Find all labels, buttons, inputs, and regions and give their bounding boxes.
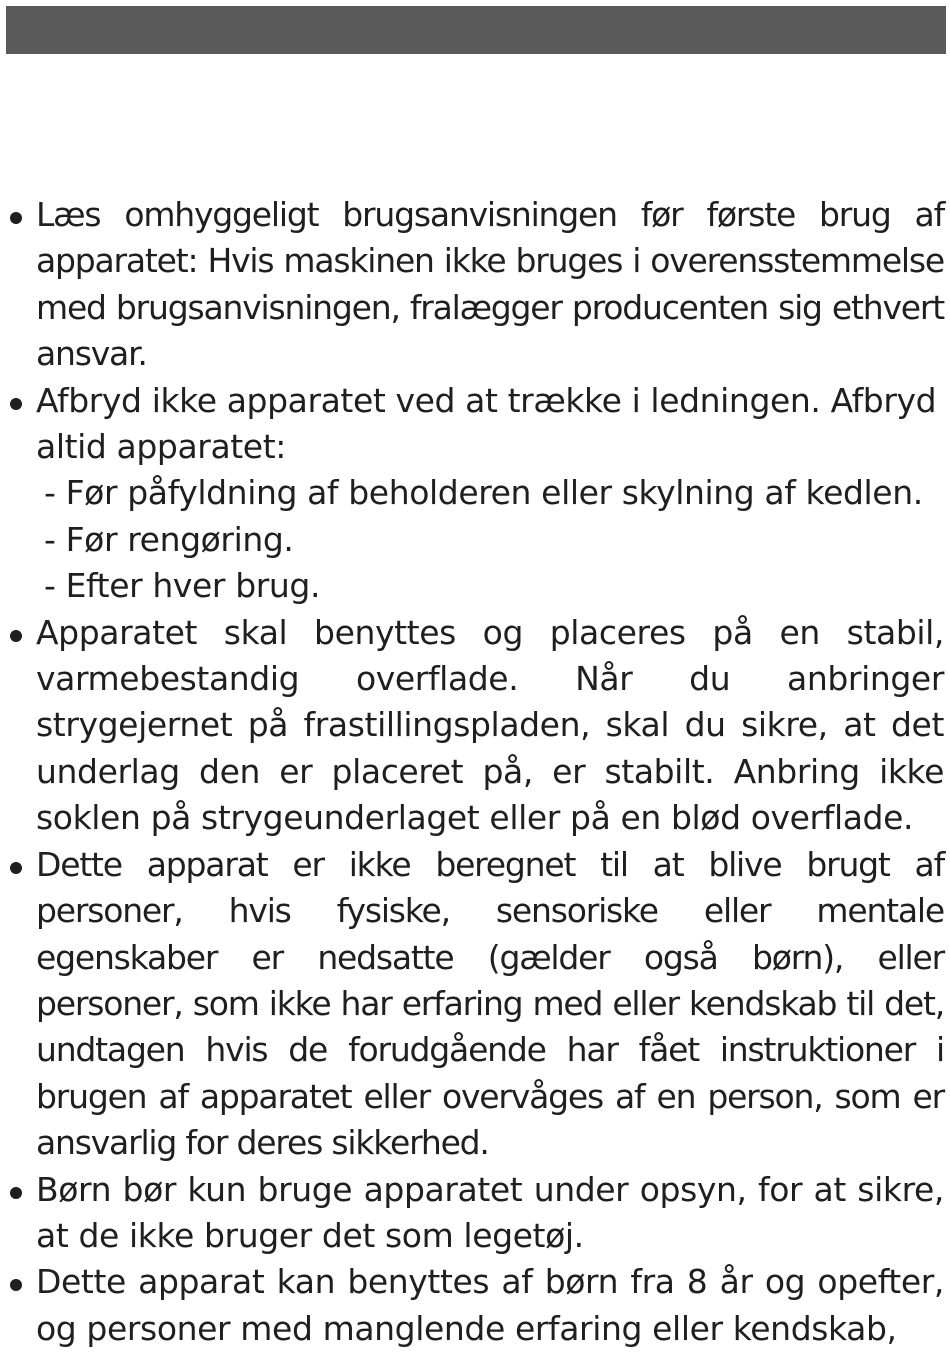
bullet-icon (10, 398, 22, 410)
bullet-item-stable-surface (0, 610, 950, 842)
bullet-icon (10, 212, 22, 224)
header-bar (6, 6, 946, 54)
bullet-text: Børn bør kun bruge apparatet under opsyn, for at sikre, at de ikke bruger det som legetøj. (36, 1169, 944, 1255)
sub-item: - Før rengøring. (44, 519, 294, 559)
bullet-text: Apparatet skal benyttes og placeres på en stabil, varmebestandig overflade. Når du anbringer strygejernet på frastillingspladen, skal du sikre, at det underlag den er placeret på, er stabilt. Anbring ikke soklen på strygeunderlaget eller på en blød overflade. (36, 612, 944, 838)
bullet-item-children-supervision (0, 1167, 950, 1260)
bullet-text: Læs omhyggeligt brugsanvisningen før første brug af apparatet: Hvis maskinen ikke bruges i overensstemmelse med brugsanvisningen, fralægger producenten sig ethvert ansvar. (36, 195, 944, 374)
bullet-item-unplug (0, 378, 950, 610)
sub-list (36, 470, 944, 609)
bullet-icon (10, 862, 22, 874)
bullet-item-reduced-capabilities (0, 842, 950, 1167)
sub-item: - Efter hver brug. (44, 566, 321, 606)
bullet-text: Afbryd ikke apparatet ved at trække i ledningen. Afbryd altid apparatet: (36, 380, 937, 467)
safety-instructions (0, 192, 950, 1352)
bullet-icon (10, 630, 22, 642)
bullet-icon (10, 1187, 22, 1199)
bullet-item-children-age (0, 1259, 950, 1352)
bullet-text: Dette apparat er ikke beregnet til at blive brugt af personer, hvis fysiske, sensoriske eller mentale egenskaber er nedsatte (gælder også børn), eller personer, som ikke har erfaring med eller kendskab til det, undtagen hvis de forudgående har fået instruktioner i brugen af apparatet eller overvåges af en person, som er ansvarlig for deres sikkerhed. (36, 844, 944, 1163)
bullet-item-read-manual (0, 192, 950, 378)
bullet-icon (10, 1279, 22, 1291)
bullet-text: Dette apparat kan benyttes af børn fra 8 år og opefter, og personer med manglende erfaring eller kendskab, (36, 1262, 944, 1348)
sub-item: - Før påfyldning af beholderen eller skylning af kedlen. (44, 473, 923, 513)
bullet-list (0, 192, 950, 1352)
